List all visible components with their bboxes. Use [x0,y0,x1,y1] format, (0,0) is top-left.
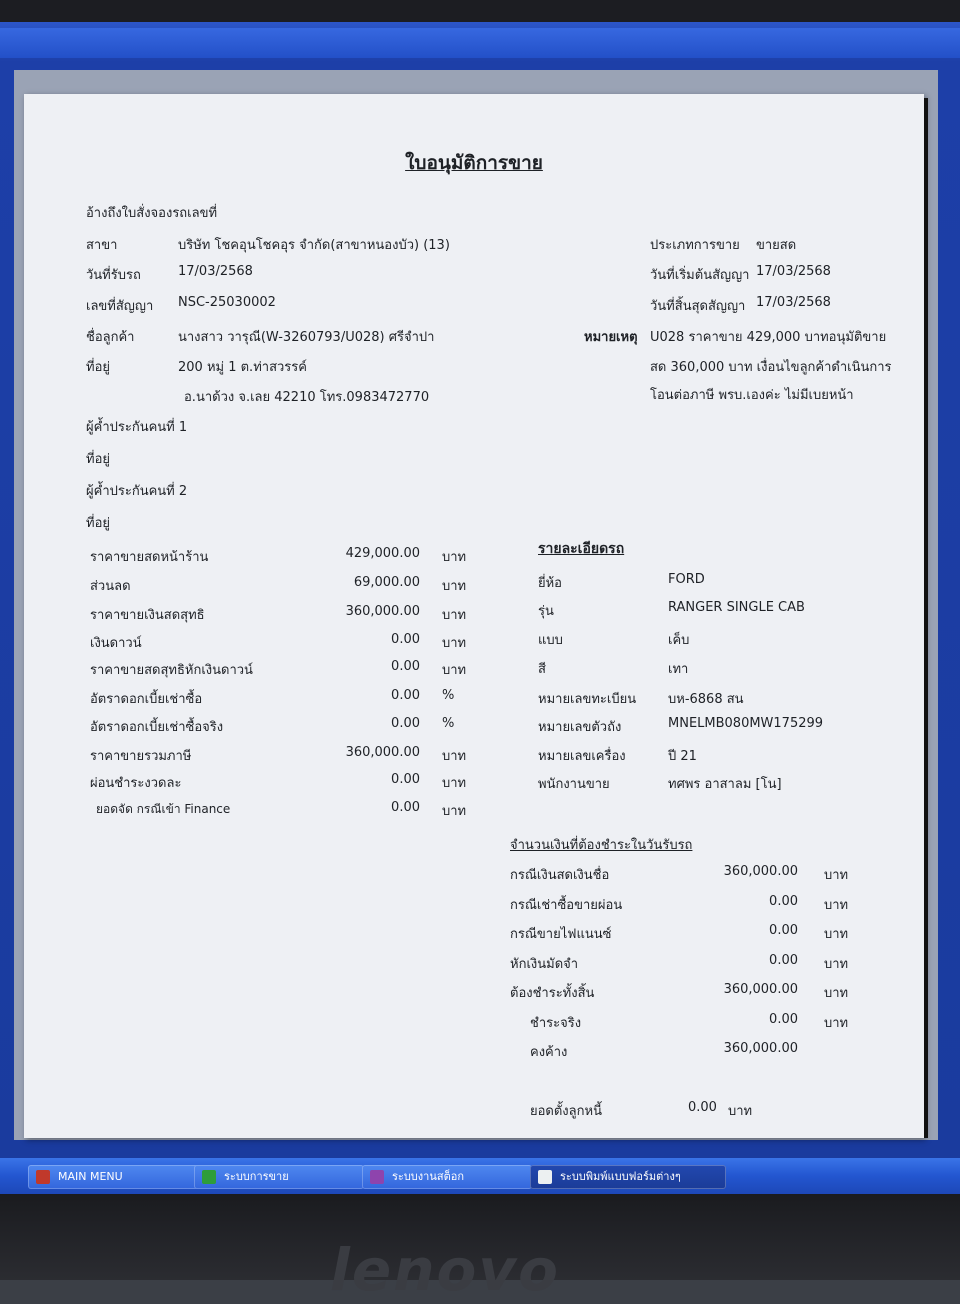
note-line-1: U028 ราคาขาย 429,000 บาทอนุมัติขาย [650,330,887,345]
date-value: 17/03/2568 [178,264,253,279]
payment-value: 360,000.00 [723,1041,798,1056]
car-label: พนักงานขาย [538,777,610,792]
pricing-unit: บาท [442,804,467,819]
pricing-label: ราคาขายเงินสดสุทธิ [90,608,205,623]
debt-unit: บาท [728,1104,753,1119]
taskbar-item-label: MAIN MENU [58,1170,123,1183]
car-label: รุ่น [538,604,554,619]
pricing-value: 0.00 [391,659,420,674]
taskbar-item-stock[interactable] [362,1165,532,1189]
car-label: แบบ [538,633,563,648]
note-line-2: สด 360,000 บาท เงื่อนไขลูกค้าดำเนินการ [650,360,892,375]
pricing-unit: บาท [442,636,467,651]
pricing-value: 0.00 [391,688,420,703]
contract-start-label: วันที่เริ่มต้นสัญญา [650,268,750,283]
pricing-label: ผ่อนชำระงวดละ [90,776,182,791]
payment-unit: บาท [824,957,849,972]
pricing-label: ราคาขายสดสุทธิหักเงินดาวน์ [90,663,253,678]
payment-unit: บาท [824,927,849,942]
pricing-label: อัตราดอกเบี้ยเช่าซื้อจริง [90,720,224,735]
address-line-2: อ.นาด้วง จ.เลย 42210 โทร.0983472770 [184,390,430,405]
note-label: หมายเหตุ [584,330,638,345]
payment-label: ต้องชำระทั้งสิ้น [510,986,595,1001]
car-value: เทา [668,662,689,677]
car-details-heading: รายละเอียดรถ [538,541,625,557]
pricing-label: ราคาขายสดหน้าร้าน [90,550,209,565]
guarantor-1-label: ผู้ค้ำประกันคนที่ 1 [86,420,188,435]
address-label: ที่อยู่ [86,360,110,375]
payment-label: กรณีเช่าซื้อขายผ่อน [510,898,623,913]
payment-label: หักเงินมัดจำ [510,957,579,972]
car-value: ทศพร อาสาลม [โน] [668,777,782,792]
contract-end-label: วันที่สิ้นสุดสัญญา [650,299,746,314]
pricing-value: 0.00 [391,800,420,815]
pricing-value: 69,000.00 [353,575,420,590]
taskbar-item-label: ระบบงานสต็อก [392,1170,464,1183]
payment-value: 360,000.00 [723,982,798,997]
branch-value: บริษัท โชคอุนโชคอุร จำกัด(สาขาหนองบัว) (13) [178,238,450,253]
contract-start-value: 17/03/2568 [756,264,831,279]
date-label: วันที่รับรถ [86,268,141,283]
pricing-value: 429,000.00 [345,546,420,561]
payment-label: ชำระจริง [530,1016,582,1031]
taskbar-item-sales[interactable] [194,1165,364,1189]
payment-value: 360,000.00 [723,864,798,879]
payment-value: 0.00 [769,1012,798,1027]
payment-value: 0.00 [769,923,798,938]
pricing-label: ยอดจัด กรณีเข้า Finance [96,802,231,816]
sale-type-label: ประเภทการขาย [650,238,740,253]
guarantor-2-address-label: ที่อยู่ [86,516,110,531]
page-shadow-edge [924,98,928,1138]
guarantor-2-label: ผู้ค้ำประกันคนที่ 2 [86,484,188,499]
pricing-unit: บาท [442,579,467,594]
pricing-value: 0.00 [391,716,420,731]
sale-type-value: ขายสด [756,238,797,253]
taskbar-item-print-forms[interactable] [530,1165,726,1189]
pricing-unit: % [442,716,455,731]
branch-label: สาขา [86,238,118,253]
payment-unit: บาท [824,898,849,913]
car-label: ยี่ห้อ [538,576,562,591]
payment-unit: บาท [824,868,849,883]
pricing-unit: บาท [442,608,467,623]
payment-label: กรณีขายไฟแนนซ์ [510,927,612,942]
debt-value: 0.00 [688,1100,717,1115]
pricing-label: ส่วนลด [90,579,131,594]
sales-approval-document [24,94,924,1138]
car-value: เค็บ [668,633,690,648]
address-line-1: 200 หมู่ 1 ต.ท่าสวรรค์ [178,360,307,375]
print-form-icon [538,1170,552,1184]
pricing-label: ราคาขายรวมภาษี [90,749,192,764]
customer-label: ชื่อลูกค้า [86,330,135,345]
pricing-value: 0.00 [391,772,420,787]
car-label: หมายเลขเครื่อง [538,749,626,764]
payment-value: 0.00 [769,894,798,909]
note-line-3: โอนต่อภาษี พรบ.เองค่ะ ไม่มีเบยหน้า [650,388,854,403]
window-titlebar[interactable] [0,28,960,58]
pricing-unit: บาท [442,749,467,764]
payment-value: 0.00 [769,953,798,968]
pricing-unit: บาท [442,663,467,678]
car-value: ปี 21 [668,749,697,764]
car-label: หมายเลขตัวถัง [538,720,622,735]
debt-label: ยอดตั้งลูกหนี้ [530,1104,602,1119]
taskbar-item-label: ระบบการขาย [224,1170,289,1183]
reference-label: อ้างถึงใบสั่งจองรถเลขที่ [86,206,218,221]
main-menu-icon [36,1170,50,1184]
stock-icon [370,1170,384,1184]
contract-label: เลขที่สัญญา [86,299,154,314]
contract-end-value: 17/03/2568 [756,295,831,310]
customer-value: นางสาว วารุณี(W-3260793/U028) ศรีจำปา [178,330,435,345]
car-label: สี [538,662,546,677]
pricing-unit: บาท [442,550,467,565]
taskbar [0,1158,960,1194]
payment-label: คงค้าง [530,1045,568,1060]
payment-heading: จำนวนเงินที่ต้องชำระในวันรับรถ [510,838,693,853]
pricing-value: 360,000.00 [345,745,420,760]
pricing-value: 0.00 [391,632,420,647]
car-value: บห-6868 สน [668,692,744,707]
pricing-unit: % [442,688,455,703]
car-value: FORD [668,572,705,587]
guarantor-1-address-label: ที่อยู่ [86,452,110,467]
sales-icon [202,1170,216,1184]
car-label: หมายเลขทะเบียน [538,692,637,707]
car-value: RANGER SINGLE CAB [668,600,805,615]
payment-unit: บาท [824,986,849,1001]
pricing-unit: บาท [442,776,467,791]
payment-unit: บาท [824,1016,849,1031]
pricing-value: 360,000.00 [345,604,420,619]
taskbar-item-main-menu[interactable] [28,1165,204,1189]
page-title: ใบอนุมัติการขาย [405,152,543,174]
taskbar-item-label: ระบบพิมพ์แบบฟอร์มต่างๆ [560,1170,681,1183]
contract-value: NSC-25030002 [178,295,276,310]
pricing-label: เงินดาวน์ [90,636,142,651]
car-value: MNELMB080MW175299 [668,716,824,731]
pricing-label: อัตราดอกเบี้ยเช่าซื้อ [90,692,203,707]
monitor-brand-logo: lenovo [330,1236,561,1304]
payment-label: กรณีเงินสดเงินชื่อ [510,868,610,883]
